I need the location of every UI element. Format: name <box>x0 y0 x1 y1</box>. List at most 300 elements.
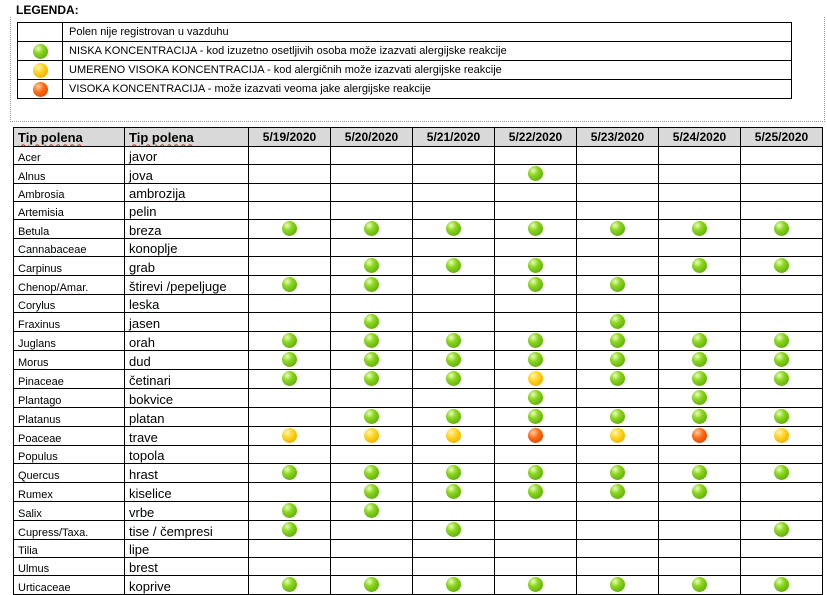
local-name-cell: konoplje <box>125 239 249 257</box>
concentration-cell <box>331 540 413 558</box>
concentration-cell <box>659 464 741 483</box>
latin-name-cell: Morus <box>14 351 125 370</box>
concentration-cell <box>249 370 331 389</box>
concentration-cell <box>577 408 659 427</box>
low-concentration-dot-icon <box>610 221 625 236</box>
concentration-cell <box>659 408 741 427</box>
table-row <box>14 502 823 521</box>
concentration-cell <box>331 165 413 184</box>
low-concentration-dot-icon <box>528 465 543 480</box>
concentration-cell <box>249 147 331 165</box>
legend-row <box>18 42 792 61</box>
low-concentration-dot-icon <box>610 465 625 480</box>
mid-concentration-dot-icon <box>33 63 48 78</box>
concentration-cell <box>331 464 413 483</box>
concentration-cell <box>495 370 577 389</box>
concentration-cell <box>331 295 413 313</box>
concentration-cell <box>741 389 823 408</box>
low-concentration-dot-icon <box>364 221 379 236</box>
low-concentration-dot-icon <box>692 409 707 424</box>
legend-symbol <box>18 23 63 42</box>
concentration-cell <box>741 483 823 502</box>
latin-name-cell: Ambrosia <box>14 184 125 202</box>
concentration-cell <box>577 389 659 408</box>
concentration-cell <box>413 351 495 370</box>
concentration-cell <box>495 276 577 295</box>
concentration-cell <box>331 446 413 464</box>
low-concentration-dot-icon <box>446 352 461 367</box>
local-name-cell: koprive <box>125 576 249 595</box>
concentration-cell <box>249 313 331 332</box>
low-concentration-dot-icon <box>528 221 543 236</box>
concentration-cell <box>331 408 413 427</box>
high-concentration-dot-icon <box>33 82 48 97</box>
low-concentration-dot-icon <box>610 577 625 592</box>
local-name-cell: dud <box>125 351 249 370</box>
low-concentration-dot-icon <box>364 352 379 367</box>
local-name-cell: jasen <box>125 313 249 332</box>
concentration-cell <box>495 464 577 483</box>
concentration-cell <box>577 257 659 276</box>
concentration-cell <box>331 351 413 370</box>
concentration-cell <box>741 427 823 446</box>
latin-name-cell: Salix <box>14 502 125 521</box>
concentration-cell <box>741 351 823 370</box>
concentration-cell <box>577 239 659 257</box>
concentration-cell <box>659 558 741 576</box>
table-row <box>14 202 823 220</box>
concentration-cell <box>495 165 577 184</box>
concentration-cell <box>249 446 331 464</box>
concentration-cell <box>249 351 331 370</box>
table-row <box>14 446 823 464</box>
legend-symbol <box>18 80 63 99</box>
table-row <box>14 276 823 295</box>
concentration-cell <box>249 540 331 558</box>
high-concentration-dot-icon <box>528 428 543 443</box>
concentration-cell <box>495 147 577 165</box>
concentration-cell <box>741 370 823 389</box>
low-concentration-dot-icon <box>282 371 297 386</box>
concentration-cell <box>577 147 659 165</box>
table-row <box>14 576 823 595</box>
low-concentration-dot-icon <box>364 503 379 518</box>
concentration-cell <box>413 558 495 576</box>
concentration-cell <box>495 576 577 595</box>
low-concentration-dot-icon <box>692 577 707 592</box>
concentration-cell <box>741 202 823 220</box>
low-concentration-dot-icon <box>282 522 297 537</box>
concentration-cell <box>413 147 495 165</box>
concentration-cell <box>413 276 495 295</box>
latin-name-cell: Cannabaceae <box>14 239 125 257</box>
low-concentration-dot-icon <box>692 390 707 405</box>
concentration-cell <box>495 502 577 521</box>
concentration-cell <box>249 332 331 351</box>
low-concentration-dot-icon <box>446 409 461 424</box>
concentration-cell <box>495 332 577 351</box>
low-concentration-dot-icon <box>774 522 789 537</box>
date-header: 5/25/2020 <box>741 128 823 147</box>
concentration-cell <box>577 576 659 595</box>
concentration-cell <box>495 202 577 220</box>
concentration-cell <box>249 427 331 446</box>
concentration-cell <box>413 332 495 351</box>
concentration-cell <box>331 202 413 220</box>
concentration-cell <box>741 257 823 276</box>
table-row <box>14 351 823 370</box>
legend-row <box>18 23 792 42</box>
concentration-cell <box>577 540 659 558</box>
concentration-cell <box>659 165 741 184</box>
low-concentration-dot-icon <box>364 409 379 424</box>
low-concentration-dot-icon <box>528 484 543 499</box>
local-name-cell: jova <box>125 165 249 184</box>
concentration-cell <box>659 370 741 389</box>
concentration-cell <box>741 239 823 257</box>
low-concentration-dot-icon <box>774 371 789 386</box>
latin-name-cell: Carpinus <box>14 257 125 276</box>
low-concentration-dot-icon <box>364 371 379 386</box>
concentration-cell <box>659 313 741 332</box>
latin-name-cell: Rumex <box>14 483 125 502</box>
table-row <box>14 540 823 558</box>
local-name-header: Tip polena <box>125 128 249 147</box>
concentration-cell <box>413 408 495 427</box>
concentration-cell <box>331 257 413 276</box>
low-concentration-dot-icon <box>774 258 789 273</box>
low-concentration-dot-icon <box>446 258 461 273</box>
mid-concentration-dot-icon <box>774 428 789 443</box>
concentration-cell <box>741 502 823 521</box>
table-row <box>14 313 823 332</box>
local-name-cell: kiselice <box>125 483 249 502</box>
concentration-cell <box>413 239 495 257</box>
concentration-cell <box>413 576 495 595</box>
low-concentration-dot-icon <box>610 484 625 499</box>
concentration-cell <box>413 464 495 483</box>
low-concentration-dot-icon <box>446 371 461 386</box>
mid-concentration-dot-icon <box>446 428 461 443</box>
latin-name-cell: Poaceae <box>14 427 125 446</box>
low-concentration-dot-icon <box>528 390 543 405</box>
local-name-cell: lipe <box>125 540 249 558</box>
concentration-cell <box>249 389 331 408</box>
low-concentration-dot-icon <box>364 314 379 329</box>
concentration-cell <box>741 558 823 576</box>
concentration-cell <box>741 295 823 313</box>
legend-row <box>18 61 792 80</box>
concentration-cell <box>577 483 659 502</box>
low-concentration-dot-icon <box>282 333 297 348</box>
table-row <box>14 295 823 313</box>
concentration-cell <box>741 220 823 239</box>
date-header: 5/24/2020 <box>659 128 741 147</box>
concentration-cell <box>413 202 495 220</box>
low-concentration-dot-icon <box>364 577 379 592</box>
low-concentration-dot-icon <box>692 333 707 348</box>
concentration-cell <box>577 351 659 370</box>
concentration-cell <box>659 427 741 446</box>
concentration-cell <box>249 576 331 595</box>
latin-name-cell: Cupress/Taxa. <box>14 521 125 540</box>
latin-name-cell: Urticaceae <box>14 576 125 595</box>
concentration-cell <box>741 313 823 332</box>
concentration-cell <box>577 184 659 202</box>
date-header: 5/22/2020 <box>495 128 577 147</box>
concentration-cell <box>331 313 413 332</box>
concentration-cell <box>413 257 495 276</box>
latin-name-cell: Corylus <box>14 295 125 313</box>
concentration-cell <box>249 483 331 502</box>
concentration-cell <box>659 576 741 595</box>
legend-symbol <box>18 61 63 80</box>
concentration-cell <box>577 521 659 540</box>
latin-name-cell: Tilia <box>14 540 125 558</box>
table-row <box>14 184 823 202</box>
local-name-cell: trave <box>125 427 249 446</box>
concentration-cell <box>659 184 741 202</box>
concentration-cell <box>495 184 577 202</box>
concentration-cell <box>741 147 823 165</box>
concentration-cell <box>413 220 495 239</box>
concentration-cell <box>413 165 495 184</box>
low-concentration-dot-icon <box>282 465 297 480</box>
low-concentration-dot-icon <box>774 352 789 367</box>
low-concentration-dot-icon <box>692 371 707 386</box>
concentration-cell <box>331 558 413 576</box>
concentration-cell <box>413 389 495 408</box>
concentration-cell <box>659 540 741 558</box>
low-concentration-dot-icon <box>364 258 379 273</box>
concentration-cell <box>249 276 331 295</box>
latin-name-cell: Pinaceae <box>14 370 125 389</box>
concentration-cell <box>413 313 495 332</box>
concentration-cell <box>249 184 331 202</box>
latin-name-header: Tip polena <box>14 128 125 147</box>
low-concentration-dot-icon <box>692 484 707 499</box>
concentration-cell <box>249 521 331 540</box>
concentration-cell <box>331 184 413 202</box>
latin-name-cell: Plantago <box>14 389 125 408</box>
concentration-cell <box>659 147 741 165</box>
concentration-cell <box>495 427 577 446</box>
concentration-cell <box>577 165 659 184</box>
concentration-cell <box>577 332 659 351</box>
low-concentration-dot-icon <box>528 166 543 181</box>
latin-name-cell: Acer <box>14 147 125 165</box>
low-concentration-dot-icon <box>610 277 625 292</box>
concentration-cell <box>413 540 495 558</box>
concentration-cell <box>331 147 413 165</box>
local-name-cell: pelin <box>125 202 249 220</box>
concentration-cell <box>331 276 413 295</box>
low-concentration-dot-icon <box>446 221 461 236</box>
local-name-cell: hrast <box>125 464 249 483</box>
table-row <box>14 427 823 446</box>
concentration-cell <box>495 257 577 276</box>
latin-name-cell: Artemisia <box>14 202 125 220</box>
concentration-cell <box>495 295 577 313</box>
local-name-cell: četinari <box>125 370 249 389</box>
concentration-cell <box>741 276 823 295</box>
local-name-cell: topola <box>125 446 249 464</box>
legend-title: LEGENDA: <box>16 3 79 17</box>
date-header: 5/21/2020 <box>413 128 495 147</box>
concentration-cell <box>495 558 577 576</box>
concentration-cell <box>249 558 331 576</box>
concentration-cell <box>413 184 495 202</box>
concentration-cell <box>577 202 659 220</box>
legend-symbol <box>18 42 63 61</box>
low-concentration-dot-icon <box>610 409 625 424</box>
concentration-cell <box>741 521 823 540</box>
table-row <box>14 257 823 276</box>
concentration-cell <box>741 446 823 464</box>
low-concentration-dot-icon <box>774 577 789 592</box>
legend-row <box>18 80 792 99</box>
legend-text: VISOKA KONCENTRACIJA - može izazvati veoma jake alergijske reakcije <box>63 80 792 99</box>
concentration-cell <box>495 540 577 558</box>
concentration-cell <box>331 332 413 351</box>
concentration-cell <box>659 521 741 540</box>
latin-name-cell: Ulmus <box>14 558 125 576</box>
header-row <box>14 128 823 147</box>
latin-name-cell: Quercus <box>14 464 125 483</box>
table-row <box>14 558 823 576</box>
legend-text: NISKA KONCENTRACIJA - kod izuzetno osetljivih osoba može izazvati alergijske reakcije <box>63 42 792 61</box>
concentration-cell <box>741 184 823 202</box>
low-concentration-dot-icon <box>692 465 707 480</box>
concentration-cell <box>495 313 577 332</box>
legend-text: UMERENO VISOKA KONCENTRACIJA - kod alergičnih može izazvati alergijske reakcije <box>63 61 792 80</box>
concentration-cell <box>577 558 659 576</box>
concentration-cell <box>659 239 741 257</box>
low-concentration-dot-icon <box>692 258 707 273</box>
latin-name-cell: Chenop/Amar. <box>14 276 125 295</box>
mid-concentration-dot-icon <box>528 371 543 386</box>
concentration-cell <box>741 408 823 427</box>
low-concentration-dot-icon <box>446 484 461 499</box>
concentration-cell <box>741 464 823 483</box>
concentration-cell <box>741 332 823 351</box>
table-row <box>14 521 823 540</box>
concentration-cell <box>249 257 331 276</box>
local-name-cell: leska <box>125 295 249 313</box>
low-concentration-dot-icon <box>610 314 625 329</box>
concentration-cell <box>659 332 741 351</box>
concentration-cell <box>249 408 331 427</box>
concentration-cell <box>249 464 331 483</box>
concentration-cell <box>413 521 495 540</box>
concentration-cell <box>577 502 659 521</box>
mid-concentration-dot-icon <box>364 428 379 443</box>
table-row <box>14 370 823 389</box>
low-concentration-dot-icon <box>282 221 297 236</box>
table-row <box>14 483 823 502</box>
concentration-cell <box>249 202 331 220</box>
table-row <box>14 332 823 351</box>
concentration-cell <box>659 389 741 408</box>
low-concentration-dot-icon <box>774 221 789 236</box>
concentration-cell <box>659 257 741 276</box>
table-row <box>14 389 823 408</box>
legend-text: Polen nije registrovan u vazduhu <box>63 23 792 42</box>
concentration-cell <box>741 165 823 184</box>
concentration-cell <box>331 427 413 446</box>
table-row <box>14 165 823 184</box>
local-name-cell: bokvice <box>125 389 249 408</box>
local-name-cell: orah <box>125 332 249 351</box>
high-concentration-dot-icon <box>692 428 707 443</box>
low-concentration-dot-icon <box>528 409 543 424</box>
pollen-table <box>13 127 823 595</box>
concentration-cell <box>577 313 659 332</box>
concentration-cell <box>495 446 577 464</box>
concentration-cell <box>413 502 495 521</box>
low-concentration-dot-icon <box>446 333 461 348</box>
concentration-cell <box>331 370 413 389</box>
concentration-cell <box>659 295 741 313</box>
date-header: 5/20/2020 <box>331 128 413 147</box>
mid-concentration-dot-icon <box>282 428 297 443</box>
concentration-cell <box>577 295 659 313</box>
low-concentration-dot-icon <box>364 465 379 480</box>
concentration-cell <box>659 483 741 502</box>
table-row <box>14 464 823 483</box>
local-name-cell: vrbe <box>125 502 249 521</box>
date-header: 5/19/2020 <box>249 128 331 147</box>
table-row <box>14 408 823 427</box>
low-concentration-dot-icon <box>774 333 789 348</box>
low-concentration-dot-icon <box>692 352 707 367</box>
low-concentration-dot-icon <box>446 465 461 480</box>
local-name-cell: brest <box>125 558 249 576</box>
local-name-cell: štirevi /pepeljuge <box>125 276 249 295</box>
concentration-cell <box>659 502 741 521</box>
concentration-cell <box>331 239 413 257</box>
low-concentration-dot-icon <box>528 277 543 292</box>
concentration-cell <box>331 576 413 595</box>
low-concentration-dot-icon <box>446 577 461 592</box>
low-concentration-dot-icon <box>610 352 625 367</box>
concentration-cell <box>331 483 413 502</box>
concentration-cell <box>495 483 577 502</box>
local-name-cell: ambrozija <box>125 184 249 202</box>
concentration-cell <box>249 295 331 313</box>
latin-name-cell: Alnus <box>14 165 125 184</box>
concentration-cell <box>413 446 495 464</box>
legend-table <box>17 22 792 99</box>
low-concentration-dot-icon <box>33 44 48 59</box>
local-name-cell: grab <box>125 257 249 276</box>
concentration-cell <box>331 389 413 408</box>
concentration-cell <box>413 295 495 313</box>
concentration-cell <box>741 576 823 595</box>
low-concentration-dot-icon <box>528 333 543 348</box>
low-concentration-dot-icon <box>282 503 297 518</box>
low-concentration-dot-icon <box>610 333 625 348</box>
local-name-cell: breza <box>125 220 249 239</box>
low-concentration-dot-icon <box>282 277 297 292</box>
concentration-cell <box>249 220 331 239</box>
concentration-cell <box>413 427 495 446</box>
concentration-cell <box>495 220 577 239</box>
concentration-cell <box>577 446 659 464</box>
concentration-cell <box>331 521 413 540</box>
concentration-cell <box>249 502 331 521</box>
concentration-cell <box>659 220 741 239</box>
